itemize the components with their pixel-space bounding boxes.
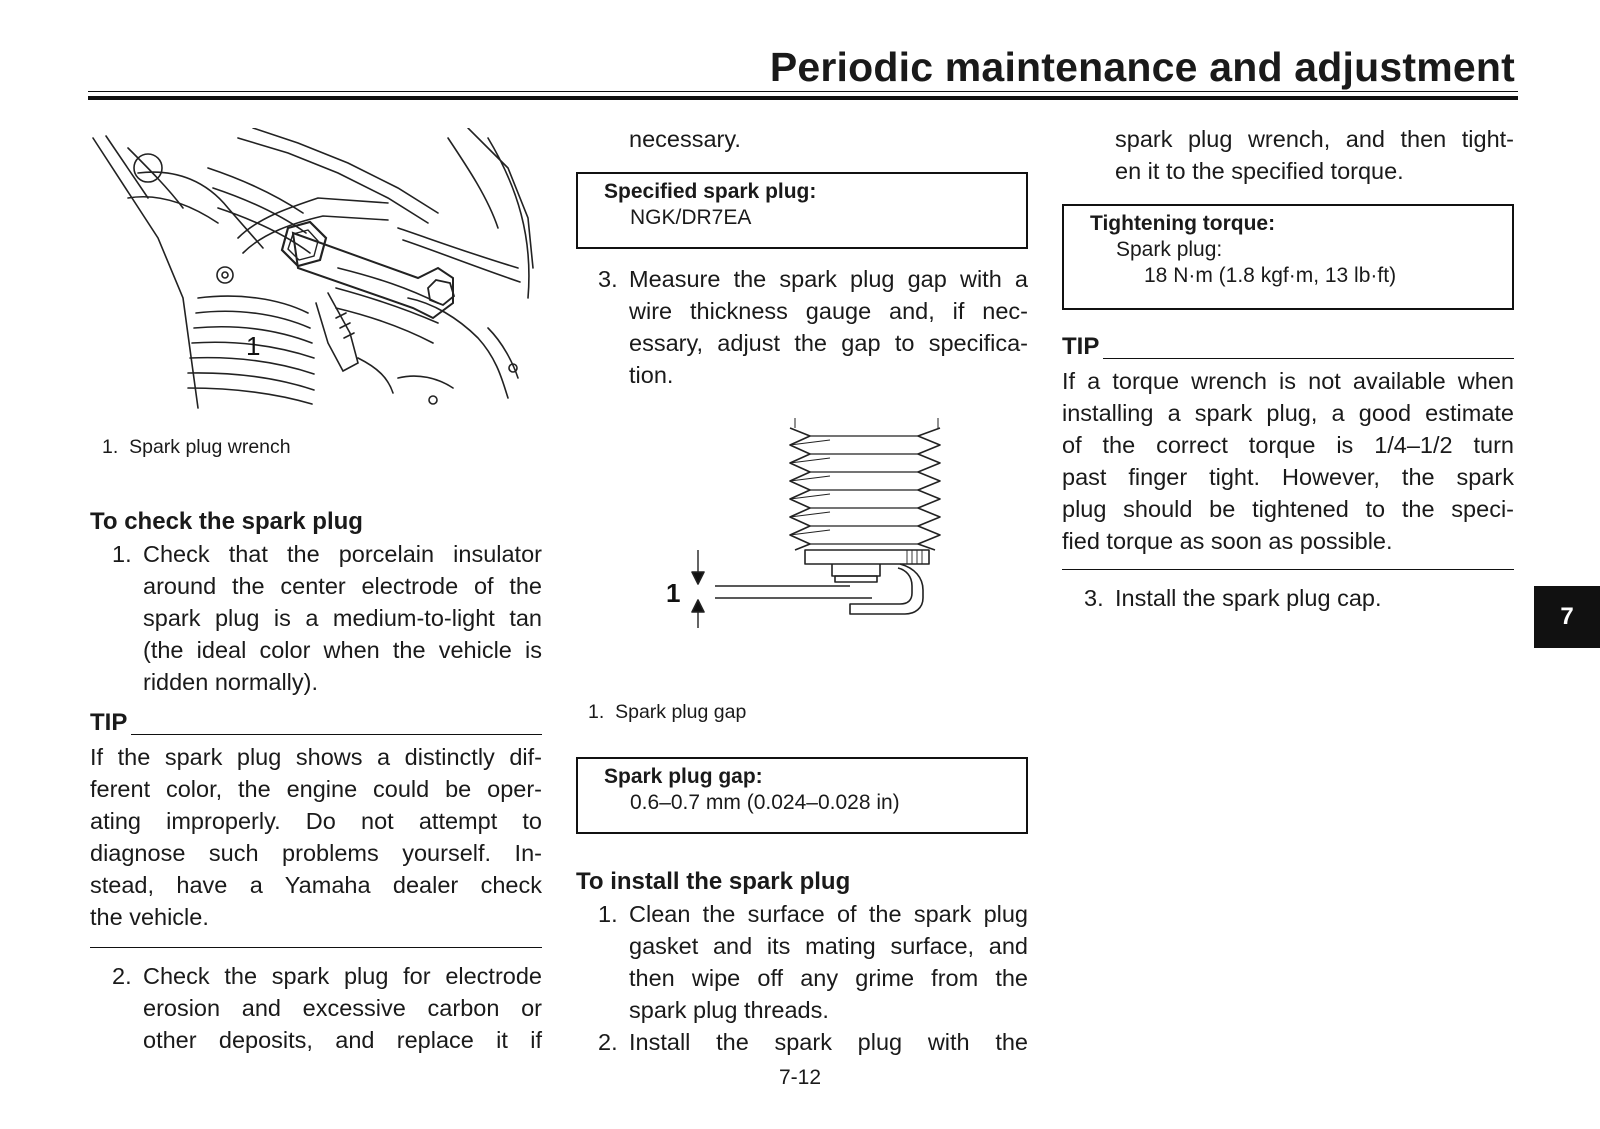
tip-line: stead, have a Yamaha dealer check — [90, 872, 542, 898]
step-line: Measure the spark plug gap with a — [629, 266, 1028, 292]
tip-end-rule — [1062, 569, 1514, 582]
step-line: (the ideal color when the vehicle is — [143, 637, 542, 663]
step-line: Check that the porcelain insulator — [143, 541, 542, 567]
tip-line: fied torque as soon as possible. — [1062, 528, 1393, 554]
tip-line: If a torque wrench is not available when — [1062, 368, 1514, 394]
figure1-callout: 1 — [246, 331, 261, 361]
step-line: ridden normally). — [143, 669, 319, 695]
install-spark-plug-heading: To install the spark plug — [576, 868, 851, 895]
tip-body — [90, 738, 542, 933]
step-line: Install the spark plug cap. — [1115, 585, 1382, 611]
step-number: 3. — [1084, 585, 1104, 611]
tip-2-section — [1062, 332, 1514, 614]
step-number: 1. — [598, 901, 618, 927]
tip-label: TIP — [90, 709, 128, 736]
step-line: other deposits, and replace it if — [143, 1027, 542, 1053]
step-line: around the center electrode of the — [143, 573, 542, 599]
chapter-tab: 7 — [1534, 586, 1600, 648]
gap-step-section — [576, 263, 1028, 391]
check-step-1 — [90, 538, 542, 698]
spark-plug-gap-box — [576, 757, 1028, 834]
tip-line: past finger tight. However, the spark — [1062, 464, 1514, 490]
tightening-torque-box — [1062, 204, 1514, 310]
install-step-1 — [576, 898, 1028, 1026]
page-number: 7-12 — [778, 1066, 822, 1089]
gap-step-3 — [576, 263, 1028, 391]
step-number: 2. — [598, 1029, 618, 1055]
spec-label: Specified spark plug: — [604, 180, 817, 203]
figure1-caption — [102, 435, 291, 459]
install-spark-plug-section — [576, 866, 1028, 1058]
install-step-2 — [576, 1026, 1028, 1058]
tip-end-rule — [90, 947, 542, 960]
tip-line: ferent color, the engine could be oper- — [90, 776, 542, 802]
check-spark-plug-heading: To check the spark plug — [90, 508, 363, 535]
step-line: en it to the specified torque. — [1115, 158, 1404, 184]
step-line: then wipe off any grime from the — [629, 965, 1028, 991]
check-step-2 — [90, 960, 542, 1056]
step-number: 1. — [112, 541, 132, 567]
step-line: wire thickness gauge and, if nec- — [629, 298, 1028, 324]
figure2-caption — [588, 700, 746, 724]
install-step-3 — [1062, 582, 1514, 614]
step-line: erosion and excessive carbon or — [143, 995, 542, 1021]
figure2-caption-number: 1. — [588, 701, 605, 723]
spark-plug-gap-illustration — [660, 418, 950, 643]
step-number: 2. — [112, 963, 132, 989]
torque-item: Spark plug: — [1116, 238, 1223, 261]
step-line: Clean the surface of the spark plug — [629, 901, 1028, 927]
torque-value: 18 N·m (1.8 kgf·m, 13 lb·ft) — [1144, 264, 1397, 287]
spec-label: Spark plug gap: — [604, 765, 763, 788]
tip-rule — [131, 734, 542, 735]
step-line: spark plug threads. — [629, 997, 829, 1023]
tip-label: TIP — [1062, 333, 1100, 360]
step-line: Check the spark plug for electrode — [143, 963, 542, 989]
tip-body — [1062, 362, 1514, 557]
spec-value: NGK/DR7EA — [630, 206, 752, 229]
step-line: spark plug is a medium-to-light tan — [143, 605, 542, 631]
column-3-top — [1062, 123, 1514, 187]
tip-heading — [90, 708, 542, 738]
figure2-callout: 1 — [666, 578, 681, 608]
figure1-caption-number: 1. — [102, 436, 119, 458]
spec-value: 0.6–0.7 mm (0.024–0.028 in) — [630, 791, 900, 814]
step-continuation: necessary. — [629, 126, 741, 152]
step-line: Install the spark plug with the — [629, 1029, 1028, 1055]
tip-heading — [1062, 332, 1514, 362]
header-rule-thick — [88, 96, 1518, 100]
specified-spark-plug-box — [576, 172, 1028, 249]
tip-line: plug should be tightened to the speci- — [1062, 496, 1514, 522]
spark-plug-wrench-illustration — [88, 128, 538, 418]
step-line: essary, adjust the gap to specifica- — [629, 330, 1028, 356]
figure1-caption-text: Spark plug wrench — [129, 436, 291, 458]
tip-line: diagnose such problems yourself. In- — [90, 840, 542, 866]
check-spark-plug-section — [90, 506, 542, 1056]
figure2-caption-text: Spark plug gap — [615, 701, 747, 723]
page-title: Periodic maintenance and adjustment — [769, 44, 1515, 90]
tip-line: If the spark plug shows a distinctly dif- — [90, 744, 542, 770]
step-line: gasket and its mating surface, and — [629, 933, 1028, 959]
step-number: 3. — [598, 266, 618, 292]
tip-line: the vehicle. — [90, 904, 209, 930]
tip-line: of the correct torque is 1/4–1/2 turn — [1062, 432, 1514, 458]
column-2-top — [576, 123, 1028, 155]
step-line: spark plug wrench, and then tight- — [1115, 126, 1514, 152]
tip-line: ating improperly. Do not attempt to — [90, 808, 542, 834]
torque-label: Tightening torque: — [1090, 212, 1276, 235]
tip-line: installing a spark plug, a good estimate — [1062, 400, 1514, 426]
tip-rule — [1103, 358, 1514, 359]
header-rule-thin — [88, 91, 1518, 92]
step-line: tion. — [629, 362, 674, 388]
